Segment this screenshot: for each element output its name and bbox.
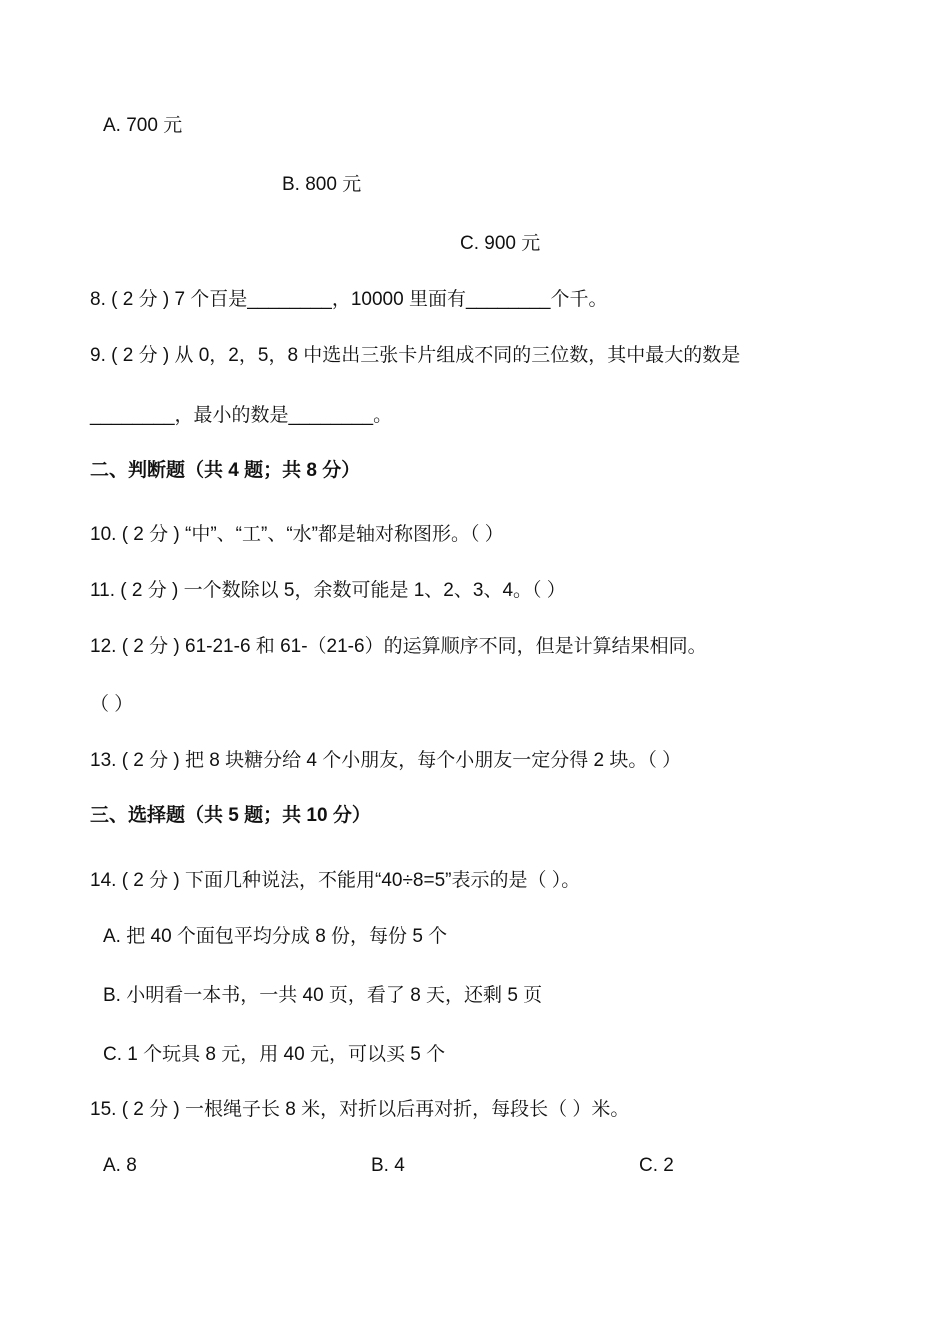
section-3-heading: 三、选择题（共 5 题；共 10 分） (90, 805, 371, 826)
q15-option-a: A. 8 (103, 1155, 137, 1176)
section-2-heading: 二、判断题（共 4 题；共 8 分） (90, 460, 361, 481)
question-8: 8. ( 2 分 ) 7 个百是________，10000 里面有________个千。 (90, 289, 608, 310)
q7-option-c: C. 900 元 (460, 233, 541, 254)
question-14: 14. ( 2 分 ) 下面几种说法，不能用“40÷8=5”表示的是（ ）。 (90, 870, 581, 891)
question-15: 15. ( 2 分 ) 一根绳子长 8 米，对折以后再对折，每段长（ ）米。 (90, 1099, 630, 1120)
q7-option-b: B. 800 元 (282, 174, 362, 195)
q14-option-c: C. 1 个玩具 8 元，用 40 元，可以买 5 个 (103, 1044, 446, 1065)
question-9-line-1: 9. ( 2 分 ) 从 0，2，5，8 中选出三张卡片组成不同的三位数，其中最大的数是 (90, 345, 741, 366)
q14-option-b: B. 小明看一本书，一共 40 页，看了 8 天，还剩 5 页 (103, 985, 543, 1006)
q7-option-a: A. 700 元 (103, 115, 183, 136)
question-12-line-1: 12. ( 2 分 ) 61-21-6 和 61-（21-6）的运算顺序不同，但是计算结果相同。 (90, 636, 707, 657)
question-12-line-2: （ ） (90, 694, 134, 715)
q14-option-a: A. 把 40 个面包平均分成 8 份，每份 5 个 (103, 926, 448, 947)
q15-option-b: B. 4 (371, 1155, 405, 1176)
q15-option-c: C. 2 (639, 1155, 674, 1176)
question-13: 13. ( 2 分 ) 把 8 块糖分给 4 个小朋友，每个小朋友一定分得 2 块。（ ） (90, 750, 682, 771)
question-9-line-2: ________，最小的数是________。 (90, 405, 393, 426)
question-10: 10. ( 2 分 ) “中”、“工”、“水”都是轴对称图形。（ ） (90, 524, 504, 545)
question-11: 11. ( 2 分 ) 一个数除以 5，余数可能是 1、2、3、4。（ ） (90, 580, 566, 601)
